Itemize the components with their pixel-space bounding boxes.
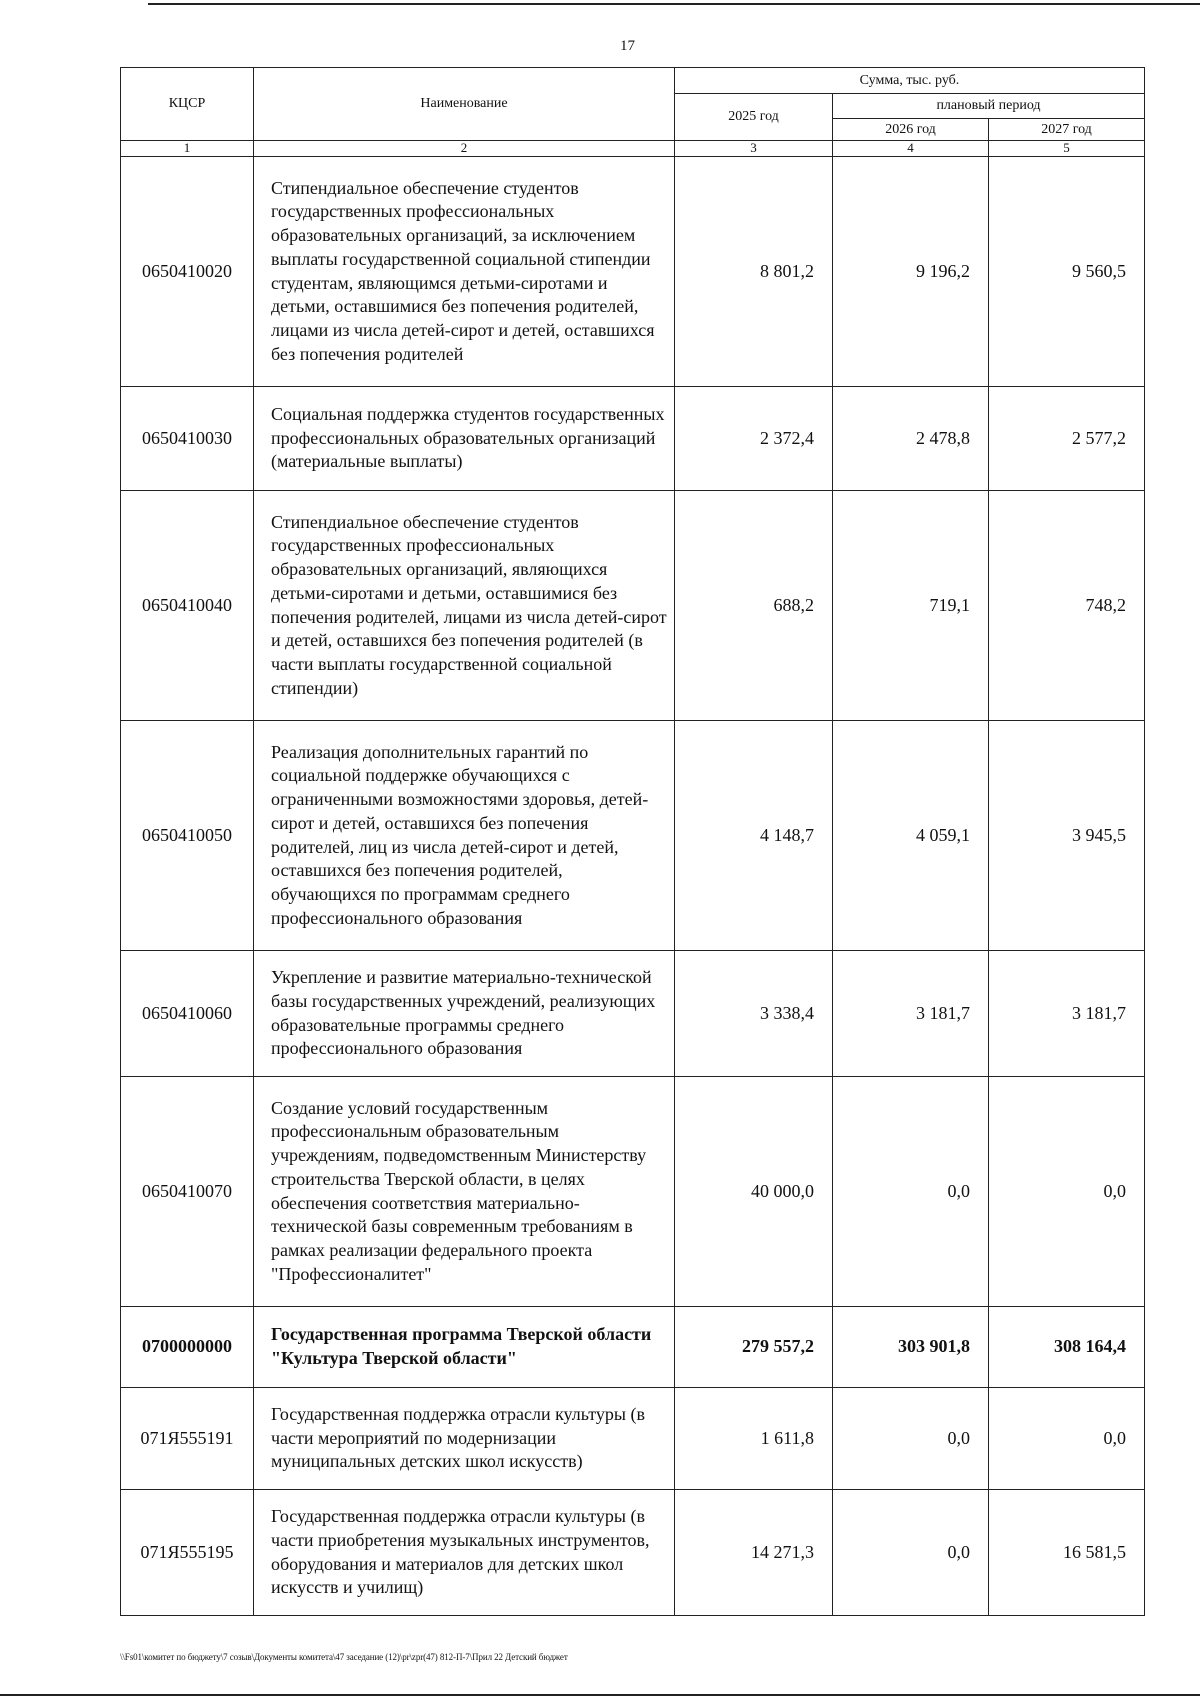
row-value-2025: 4 148,7 [675, 721, 833, 951]
row-value-2027: 0,0 [989, 1388, 1145, 1490]
row-code: 071Я555191 [121, 1388, 254, 1490]
column-number: 3 [675, 141, 833, 157]
top-edge-rule [148, 3, 1200, 5]
row-value-2026: 0,0 [833, 1388, 989, 1490]
column-number: 2 [254, 141, 675, 157]
table-row [121, 1388, 1145, 1490]
column-number: 1 [121, 141, 254, 157]
row-value-2026: 3 181,7 [833, 951, 989, 1077]
row-value-2026: 0,0 [833, 1490, 989, 1616]
budget-table [120, 67, 1145, 1616]
row-name: Создание условий государственным профессиональным образовательным учреждениям, подведомственным Министерству строительства Тверской области, в целях обеспечения соответствия материально-технической базы современным требованиям в рамках реализации федерального проекта "Профессионалитет" [254, 1077, 675, 1307]
column-number: 5 [989, 141, 1145, 157]
table-row [121, 1077, 1145, 1307]
row-code: 0650410070 [121, 1077, 254, 1307]
table-row [121, 951, 1145, 1077]
row-name: Государственная поддержка отрасли культуры (в части мероприятий по модернизации муниципальных детских школ искусств) [254, 1388, 675, 1490]
row-code: 0700000000 [121, 1307, 254, 1388]
row-value-2025: 8 801,2 [675, 157, 833, 387]
row-value-2026: 4 059,1 [833, 721, 989, 951]
table-row [121, 491, 1145, 721]
row-value-2025: 14 271,3 [675, 1490, 833, 1616]
row-value-2027: 748,2 [989, 491, 1145, 721]
page-number: 17 [620, 38, 635, 54]
row-code: 071Я555195 [121, 1490, 254, 1616]
row-value-2027: 16 581,5 [989, 1490, 1145, 1616]
header-planned-period: плановый период [833, 94, 1145, 119]
row-value-2025: 3 338,4 [675, 951, 833, 1077]
row-name: Стипендиальное обеспечение студентов государственных профессиональных образовательных организаций, являющихся детьми-сиротами и детьми, оставшимися без попечения родителей, лицами из числа детей-сирот и детей, оставшихся без попечения родителей (в части выплаты государственной социальной стипендии) [254, 491, 675, 721]
row-name: Стипендиальное обеспечение студентов государственных профессиональных образовательных организаций, за исключением выплаты государственной социальной стипендии студентам, являющимся детьми-сиротами и детьми, оставшимися без попечения родителей, лицами из числа детей-сирот и детей, оставшихся без попечения родителей [254, 157, 675, 387]
row-value-2027: 3 945,5 [989, 721, 1145, 951]
row-value-2026: 719,1 [833, 491, 989, 721]
row-value-2025: 40 000,0 [675, 1077, 833, 1307]
row-name: Социальная поддержка студентов государственных профессиональных образовательных организаций (материальные выплаты) [254, 387, 675, 491]
row-value-2026: 9 196,2 [833, 157, 989, 387]
row-value-2025: 688,2 [675, 491, 833, 721]
header-code: КЦСР [121, 68, 254, 141]
row-code: 0650410040 [121, 491, 254, 721]
row-name: Реализация дополнительных гарантий по социальной поддержке обучающихся с ограниченными возможностями здоровья, детей-сирот и детей, оставшихся без попечения родителей, лиц из числа детей-сирот и детей, оставшихся без попечения родителей, обучающихся по программам среднего профессионального образования [254, 721, 675, 951]
table-row [121, 157, 1145, 387]
row-value-2026: 303 901,8 [833, 1307, 989, 1388]
table-row [121, 1490, 1145, 1616]
row-code: 0650410030 [121, 387, 254, 491]
row-value-2027: 9 560,5 [989, 157, 1145, 387]
column-number: 4 [833, 141, 989, 157]
footer-file-path: \\Fs01\комитет по бюджету\7 созыв\Документы комитета\47 заседание (12)\pr\zpr(47) 812-П-7\Прил 22 Детский бюджет [120, 1652, 568, 1662]
row-code: 0650410020 [121, 157, 254, 387]
header-name: Наименование [254, 68, 675, 141]
header-2026: 2026 год [833, 119, 989, 141]
row-name: Укрепление и развитие материально-технической базы государственных учреждений, реализующих образовательные программы среднего профессионального образования [254, 951, 675, 1077]
row-value-2025: 1 611,8 [675, 1388, 833, 1490]
row-code: 0650410060 [121, 951, 254, 1077]
row-name: Государственная поддержка отрасли культуры (в части приобретения музыкальных инструментов, оборудования и материалов для детских школ искусств и училищ) [254, 1490, 675, 1616]
row-value-2027: 308 164,4 [989, 1307, 1145, 1388]
row-value-2026: 2 478,8 [833, 387, 989, 491]
table-row [121, 721, 1145, 951]
header-sum: Сумма, тыс. руб. [675, 68, 1145, 94]
row-value-2027: 2 577,2 [989, 387, 1145, 491]
header-2027: 2027 год [989, 119, 1145, 141]
row-name: Государственная программа Тверской области "Культура Тверской области" [254, 1307, 675, 1388]
row-value-2027: 0,0 [989, 1077, 1145, 1307]
table-row-program-total [121, 1307, 1145, 1388]
table-row [121, 387, 1145, 491]
row-value-2027: 3 181,7 [989, 951, 1145, 1077]
row-value-2026: 0,0 [833, 1077, 989, 1307]
header-2025: 2025 год [675, 94, 833, 141]
row-value-2025: 2 372,4 [675, 387, 833, 491]
bottom-edge-rule [0, 1694, 1200, 1696]
row-value-2025: 279 557,2 [675, 1307, 833, 1388]
row-code: 0650410050 [121, 721, 254, 951]
